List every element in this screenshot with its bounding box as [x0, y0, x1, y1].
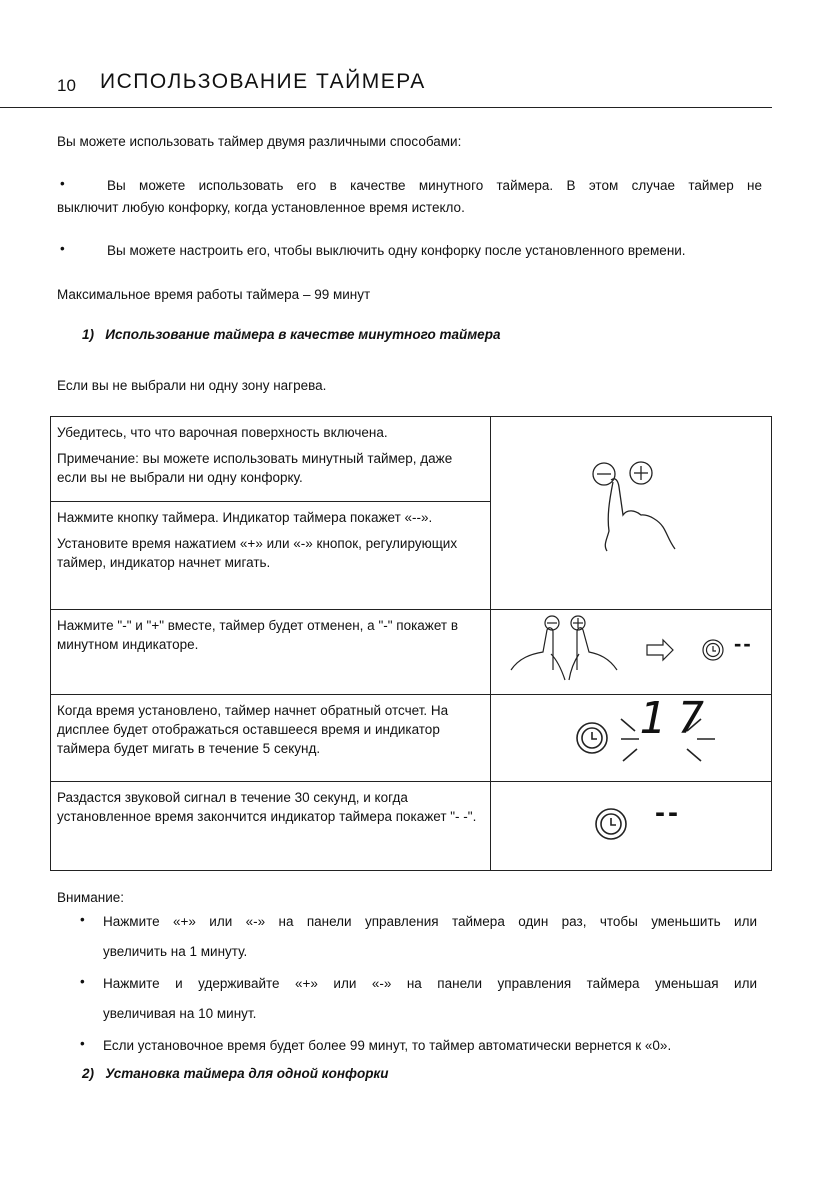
- table-cell: [51, 417, 491, 502]
- attention-item-1-line2: увеличить на 1 минуту.: [103, 944, 248, 959]
- bullet-1-line2: выключит любую конфорку, когда установленное время истекло.: [57, 200, 465, 215]
- page-number: 10: [57, 76, 76, 95]
- table-cell: [51, 502, 491, 610]
- header-rule: [0, 107, 772, 108]
- row-2-para-2: Установите время нажатием «+» или «-» кнопок, регулирующих таймер, индикатор начнет мигать.: [57, 536, 458, 571]
- bullet-marker: •: [60, 241, 65, 256]
- table-cell: [51, 782, 491, 871]
- countdown-digits: 17: [639, 693, 716, 744]
- table-row: [51, 417, 772, 502]
- bullet-1-line1: Вы можете использовать его в качестве минутного таймера. В этом случае таймер не: [107, 178, 762, 193]
- max-time-text: Максимальное время работы таймера – 99 минут: [57, 287, 371, 302]
- table-row: [51, 610, 772, 695]
- table-cell: [51, 610, 491, 695]
- bullet-marker: •: [80, 1036, 85, 1051]
- table-row: [51, 782, 772, 871]
- attention-item-1-line1: Нажмите «+» или «-» на панели управления таймера один раз, чтобы уменьшить или: [103, 914, 757, 929]
- finished-illustration-cell: [491, 782, 772, 871]
- cancel-timer-illustration-cell: [491, 610, 772, 695]
- finger-press-illustration-cell: [491, 417, 772, 610]
- table-cell: [51, 695, 491, 782]
- row-1-para-1: Убедитесь, что что варочная поверхность включена.: [57, 425, 388, 440]
- countdown-display-icon: [491, 695, 772, 781]
- section-1-condition: Если вы не выбрали ни одну зону нагрева.: [57, 378, 327, 393]
- attention-item-2-line2: увеличивая на 10 минут.: [103, 1006, 257, 1021]
- row-3-para-1: Нажмите "-" и "+" вместе, таймер будет отменен, а "-" покажет в минутном индикаторе.: [57, 618, 458, 652]
- row-4-para-1: Когда время установлено, таймер начнет обратный отсчет. На дисплее будет отображаться оставшееся время и индикатор таймера будет мигать в течение 5 секунд.: [57, 703, 449, 756]
- timer-instructions-table: [50, 416, 772, 871]
- row-5-para-1: Раздастся звуковой сигнал в течение 30 секунд, и когда установленное время закончится индикатор таймера покажет "- -".: [57, 790, 477, 824]
- table-row: [51, 695, 772, 782]
- bullet-marker: •: [60, 176, 65, 191]
- intro-text: Вы можете использовать таймер двумя различными способами:: [57, 134, 462, 149]
- timer-display-dashes: --: [734, 631, 753, 656]
- countdown-illustration-cell: [491, 695, 772, 782]
- row-1-para-2: Примечание: вы можете использовать минутный таймер, даже если вы не выбрали ни одну конфорку.: [57, 451, 453, 485]
- bullet-marker: •: [80, 912, 85, 927]
- attention-title: Внимание:: [57, 890, 125, 905]
- two-fingers-cancel-icon: [491, 610, 772, 694]
- blink-indicator: [621, 719, 635, 731]
- section-2-heading: 2) Установка таймера для одной конфорки: [82, 1066, 389, 1081]
- hand-outline-icon: [611, 479, 675, 549]
- timer-display-dashes: --: [655, 796, 681, 829]
- finger-pressing-button-icon: [491, 417, 772, 609]
- arrow-right-icon: [647, 640, 673, 660]
- timer-finished-icon: [491, 782, 772, 870]
- page-title: ИСПОЛЬЗОВАНИЕ ТАЙМЕРА: [100, 70, 426, 93]
- row-2-para-1: Нажмите кнопку таймера. Индикатор таймера покажет «--».: [57, 510, 433, 526]
- section-1-heading: 1) Использование таймера в качестве минутного таймера: [82, 327, 501, 342]
- attention-item-3-line1: Если установочное время будет более 99 минут, то таймер автоматически вернется к «0».: [103, 1038, 672, 1053]
- attention-item-2-line1: Нажмите и удерживайте «+» или «-» на панели управления таймера уменьшая или: [103, 976, 757, 991]
- bullet-marker: •: [80, 974, 85, 989]
- bullet-2-text: Вы можете настроить его, чтобы выключить одну конфорку после установленного времени.: [107, 243, 686, 258]
